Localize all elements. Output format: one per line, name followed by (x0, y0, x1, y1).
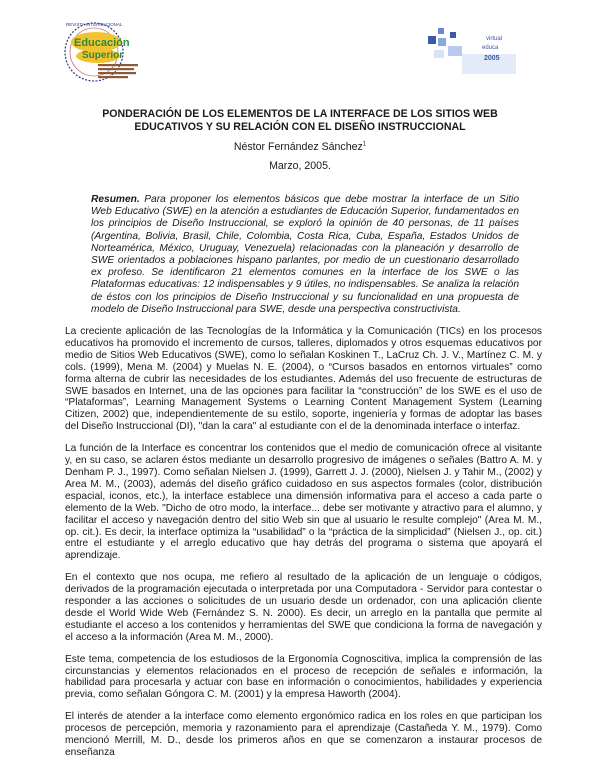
logo-left-line1: Educación (74, 37, 130, 49)
title-line-2: EDUCATIVOS Y SU RELACIÓN CON EL DISEÑO INSTRUCCIONAL (134, 121, 466, 133)
educacion-superior-logo (62, 20, 148, 84)
body-text (65, 326, 542, 769)
paragraph: Este tema, competencia de los estudiosos de la Ergonomía Cognoscitiva, implica la comprensión de las circunstancias y elementos relacionados en el proceso de recepción de señales e información, la habilidad para procesarla y actuar con base en información o conocimientos, habilidades y experiencia previa, como señalan Góngora C. M. (2001) y la empresa Haworth (2004). (65, 653, 542, 701)
abstract (91, 194, 519, 316)
paragraph: La función de la Interface es concentrar los contenidos que el medio de comunicación ofrece al visitante y, en su caso, se aclaren éstos mediante un desarrollo progresivo de imágenes o señales (Battro A. M. y Denham P. J., 1997). Como señalan Nielsen J. (1999), Garrett J. J. (2000), Nielsen J. y Tahir M., (2002) y Area M. M., (2003), además del diseño gráfico cuidadoso en sus aspectos formales (color, distribución espacial, iconos, etc.), la interface establece una dimensión informativa para el acceso a cada parte o elemento de la Web. "Dicho de otro modo, la interface... debe ser motivante y atractivo para el alumno, y facilitar el acceso y navegación dentro del sitio Web sin que al usuario le resulte complejo" (Area M. M., op. cit.). Es decir, la interface optimiza la “usabilidad” o la “práctica de la simplicidad” (Nielsen J., op. cit.) entre el estudiante y el arreglo educativo que hay detrás del programa o sistema que apoyará el aprendizaje. (65, 443, 542, 562)
paragraph: En el contexto que nos ocupa, me refiero al resultado de la aplicación de un lenguaje o códigos, derivados de la programación ejecutada o interpretada por una Computadora - Servidor para contestar o responder a las acciones o solicitudes de un usuario desde un ordenador, con una aplicación cliente desde el World Wide Web (Fernández S. N. 2000). Es decir, un arreglo en la pantalla que permite al estudiante el acceso a los contenidos y herramientas del SWE que condiciona la forma de navegación y el acceso a la información (Area M. M., 2000). (65, 572, 542, 643)
paragraph: El interés de atender a la interface como elemento ergonómico radica en los roles en que participan los procesos de percepción, memoria y razonamiento para el aprendizaje (Castañeda Y. M., 1979). Como mencionó Merrill, M. D., desde los primeros años en que se comenzaron a instaurar procesos de enseñanza (65, 711, 542, 758)
publication-date: Marzo, 2005. (269, 160, 331, 172)
author-footnote-marker: 1 (362, 141, 367, 148)
abstract-text: Para proponer los elementos básicos que debe mostrar la interface de un Sitio Web Educativo (SWE) en la atención a estudiantes de Educación Superior, fundamentados en los principios de Diseño Instruccional, se exploró la opinión de 40 personas, de 11 países (Argentina, Bolivia, Brasil, Chile, Colombia, Costa Rica, Cuba, España, Estados Unidos de Norteamérica, México, Uruguay, Venezuela) relacionadas con la planeación y desarrollo de SWE orientados a poblaciones hispano parlantes, por medio de un cuestionario desarrollado ex profeso. Se identificaron 21 elementos comunes en la interface de los SWE o las Plataformas educativas: 12 indispensables y 9 útiles, no indispensables. Se analiza la relación de éstos con los principios de Diseño Instruccional y su funcionalidad en una propuesta de modelo de Diseño Instruccional para SWE, desde una perspectiva constructivista. (91, 194, 519, 315)
title-line-1: PONDERACIÓN DE LOS ELEMENTOS DE LA INTERFACE DE LOS SITIOS WEB (102, 108, 498, 120)
logo-right-line2: educa (482, 45, 499, 51)
logo-left-line2: Superior (82, 50, 124, 61)
logo-right-line1: virtual (486, 36, 503, 42)
author (150, 141, 450, 153)
abstract-label: Resumen. (91, 194, 140, 205)
logo-right-year: 2005 (484, 55, 500, 62)
author-name: Néstor Fernández Sánchez (233, 141, 363, 153)
virtual-educa-logo (428, 28, 526, 76)
paragraph: La creciente aplicación de las Tecnologías de la Informática y la Comunicación (TICs) en los procesos educativos ha promovido el incremento de cursos, talleres, diplomados y otros esquemas educativos por medio de Sitios Web Educativos (SWE), como lo señalan Koskinen T., LaCruz Ch. J. V., Martínez C. M. y cols. (1999), Mena M. (2004) y Muelas N. E. (2004), o “Cursos basados en entornos virtuales” como forma alterna de cubrir las necesidades de los estudiantes. Además del uso frecuente de estructuras de SWE basados en Internet, una de las opciones para facilitar la “construcción” de los SWE es el uso de “Plataformas”, Learning Management Systems o Learning Content Management System (Learning Citizen, 2002) que, independientemente de su estilo, soporte, ingeniería y formas de adoptar las bases del Diseño Instruccional (DI), "dan la cara" al estudiante con el de la denominada interface o interfaz. (65, 326, 542, 433)
paper-title (100, 108, 500, 134)
logo-left-ring-text: REVISTA INTERNACIONAL (66, 22, 123, 27)
